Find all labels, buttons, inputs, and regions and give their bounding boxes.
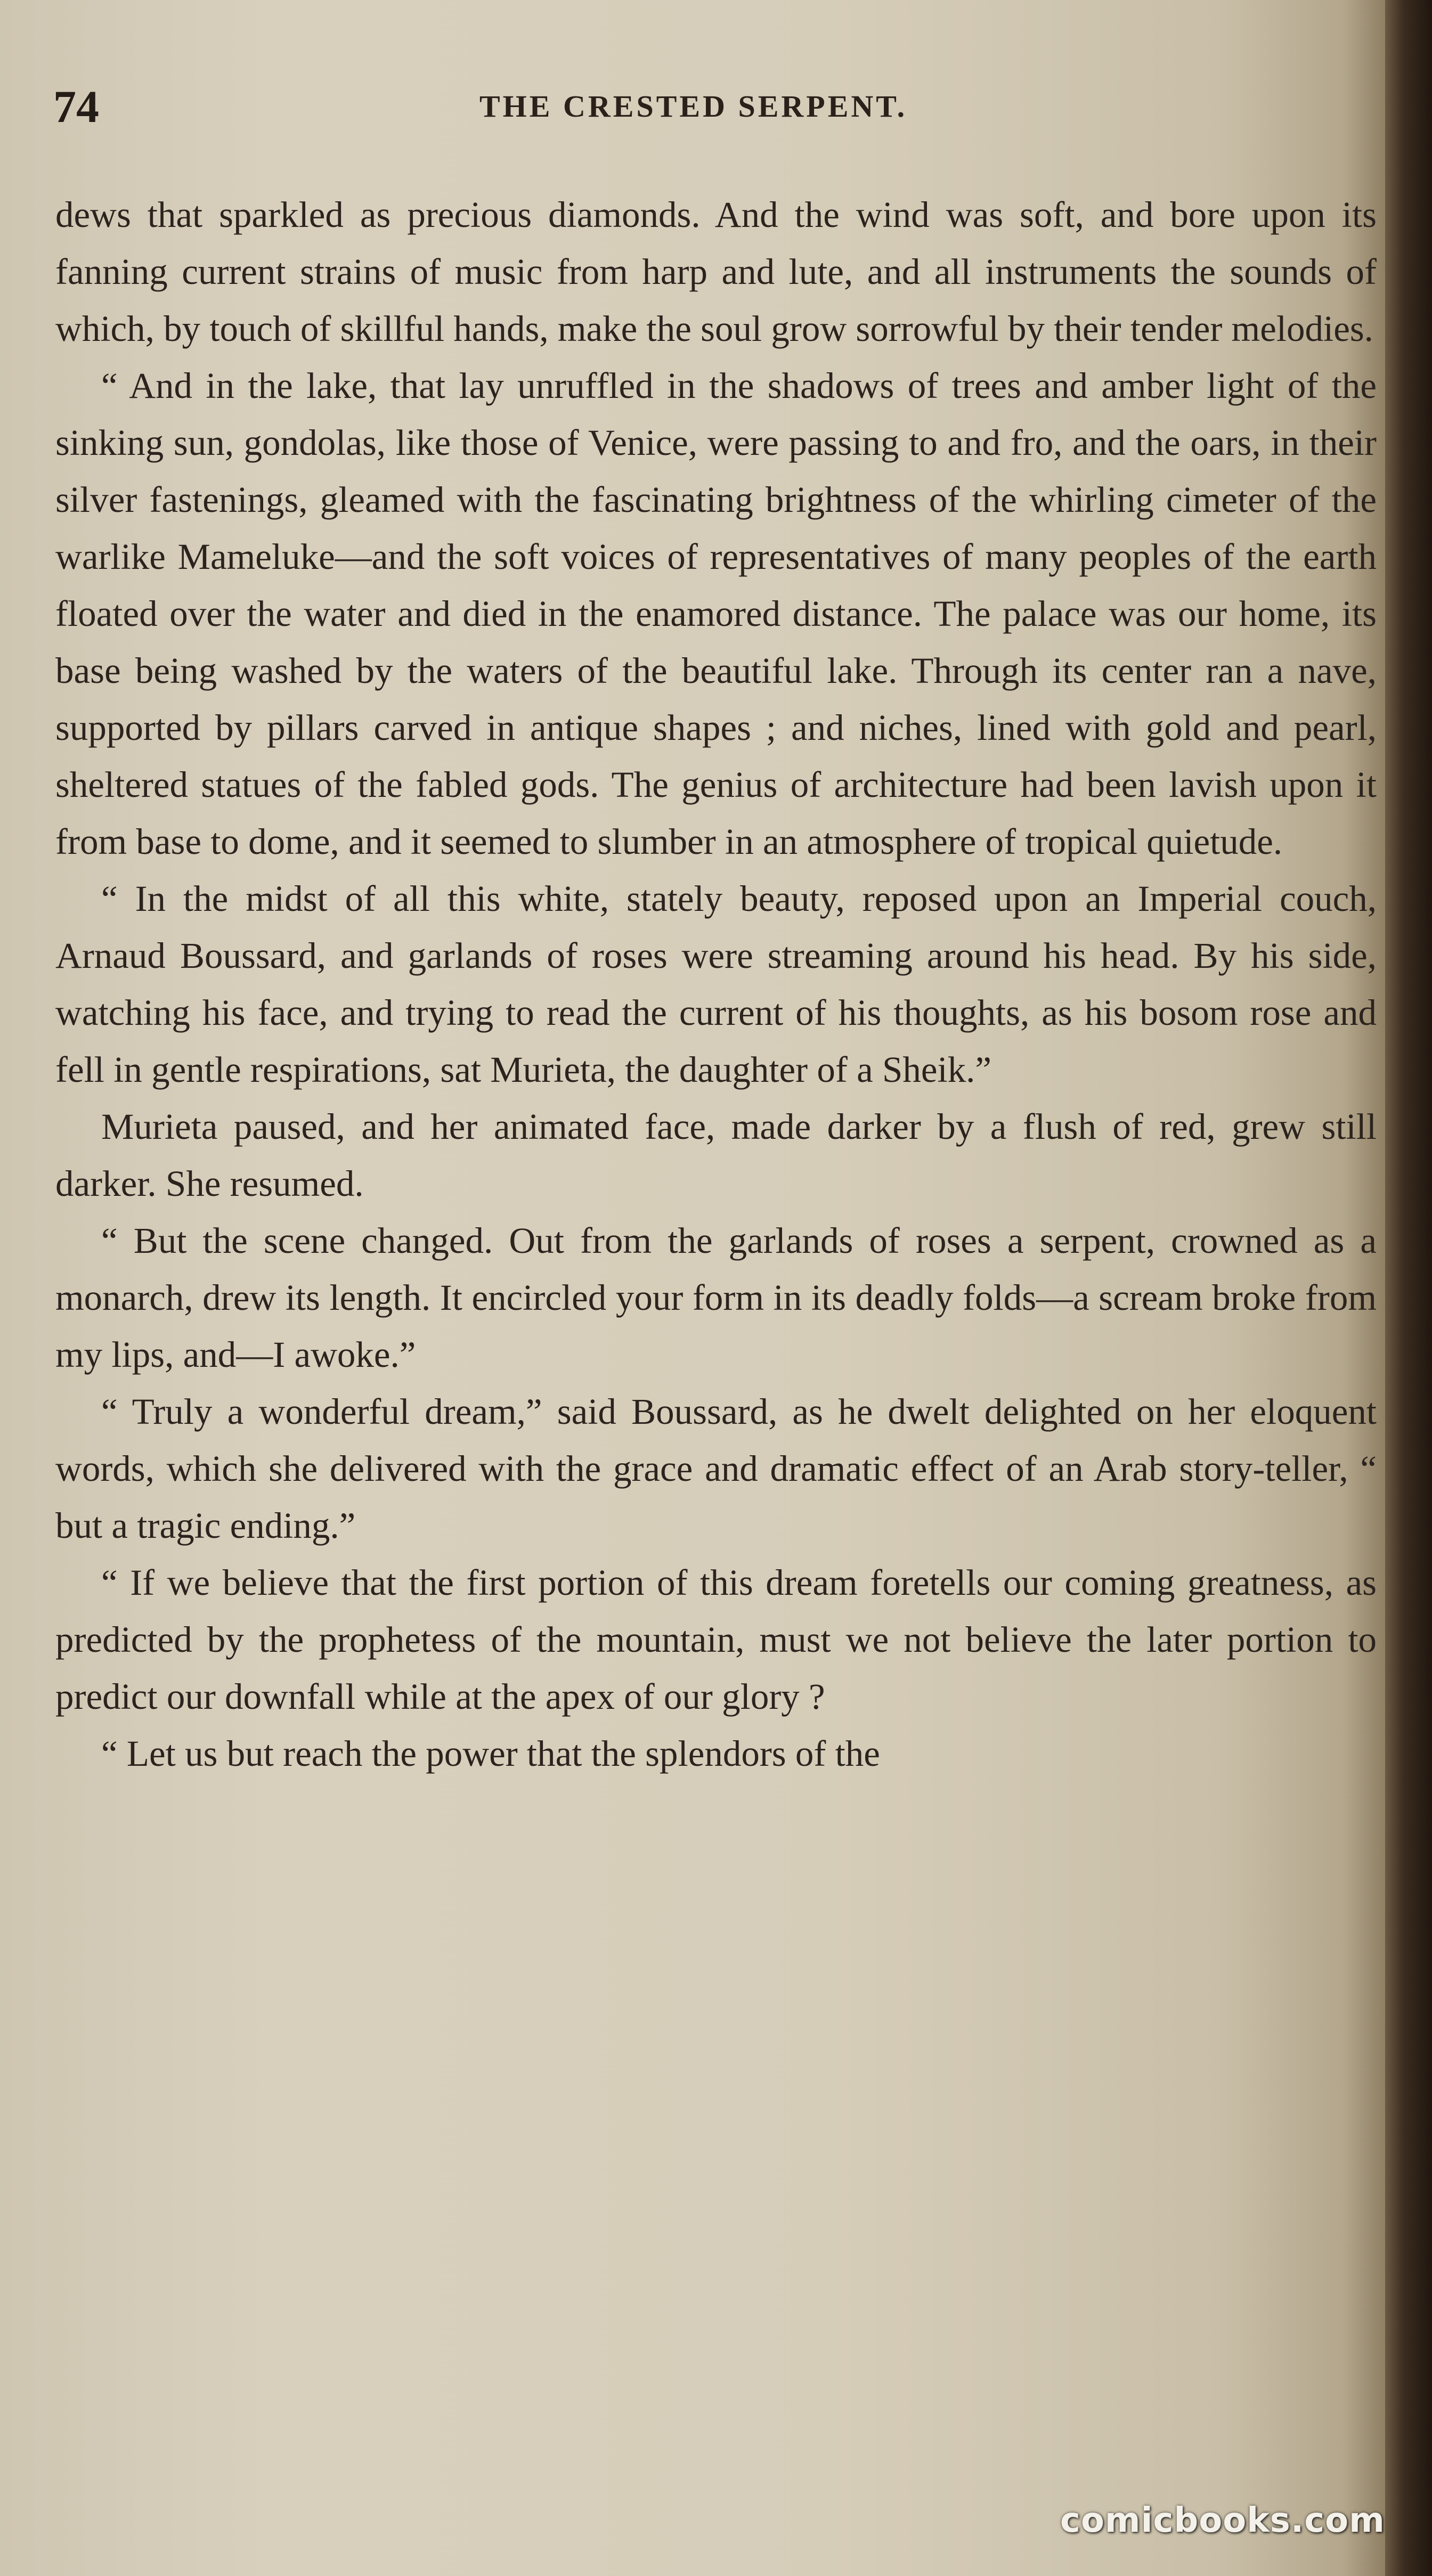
paragraph-4: Murieta paused, and her animated face, made darker by a flush of red, grew still darker. She resumed. xyxy=(55,1106,1377,1204)
paragraph-1: dews that sparkled as precious diamonds. And the wind was soft, and bore upon its fanning current strains of music from harp and lute, and all instruments the sounds of which, by touch of skillful hands, make the soul grow sorrowful by their tender melodies. xyxy=(55,194,1377,349)
paragraph-2: “ And in the lake, that lay unruffled in the shadows of trees and amber light of the sinking sun, gondolas, like those of Venice, were passing to and fro, and the oars, in their silver fastenings, gleamed with the fascinating brightness of the whirling cimeter of the warlike Mameluke—and the soft voices of representatives of many peoples of the earth floated over the water and died in the enamored distance. The palace was our home, its base being washed by the waters of the beautiful lake. Through its center ran a nave, supported by pillars carved in antique shapes ; and niches, lined with gold and pearl, sheltered statues of the fabled gods. The genius of architecture had been lavish upon it from base to dome, and it seemed to slumber in an atmosphere of tropical quietude. xyxy=(55,365,1377,862)
paragraph-5: “ But the scene changed. Out from the garlands of roses a serpent, crowned as a monarch, drew its length. It encircled your form in its deadly folds—a scream broke from my lips, and—I awoke.” xyxy=(55,1220,1377,1375)
paragraph-3: “ In the midst of all this white, stately beauty, reposed upon an Imperial couch, Arnaud Boussard, and garlands of roses were streaming around his head. By his side, watching his face, and trying to read the current of his thoughts, as his bosom rose and fell in gentle respirations, sat Murieta, the daughter of a Sheik.” xyxy=(55,878,1377,1090)
page-header xyxy=(53,80,1342,144)
page-number: 74 xyxy=(53,81,99,132)
watermark: comicbooks.com xyxy=(1060,2501,1385,2540)
book-spine-edge xyxy=(1385,0,1432,2576)
paragraph-8: “ Let us but reach the power that the splendors of the xyxy=(101,1733,880,1774)
body-text xyxy=(55,186,1377,1782)
paragraph-6: “ Truly a wonderful dream,” said Boussard, as he dwelt delighted on her eloquent words, which she delivered with the grace and dramatic effect of an Arab story-teller, “ but a tragic ending.” xyxy=(55,1391,1377,1546)
running-title: THE CRESTED SERPENT. xyxy=(479,89,908,124)
paragraph-7: “ If we believe that the first portion of this dream foretells our coming greatness, as predicted by the prophetess of the mountain, must we not believe the later portion to predict our downfall while at the apex of our glory ? xyxy=(55,1562,1377,1717)
